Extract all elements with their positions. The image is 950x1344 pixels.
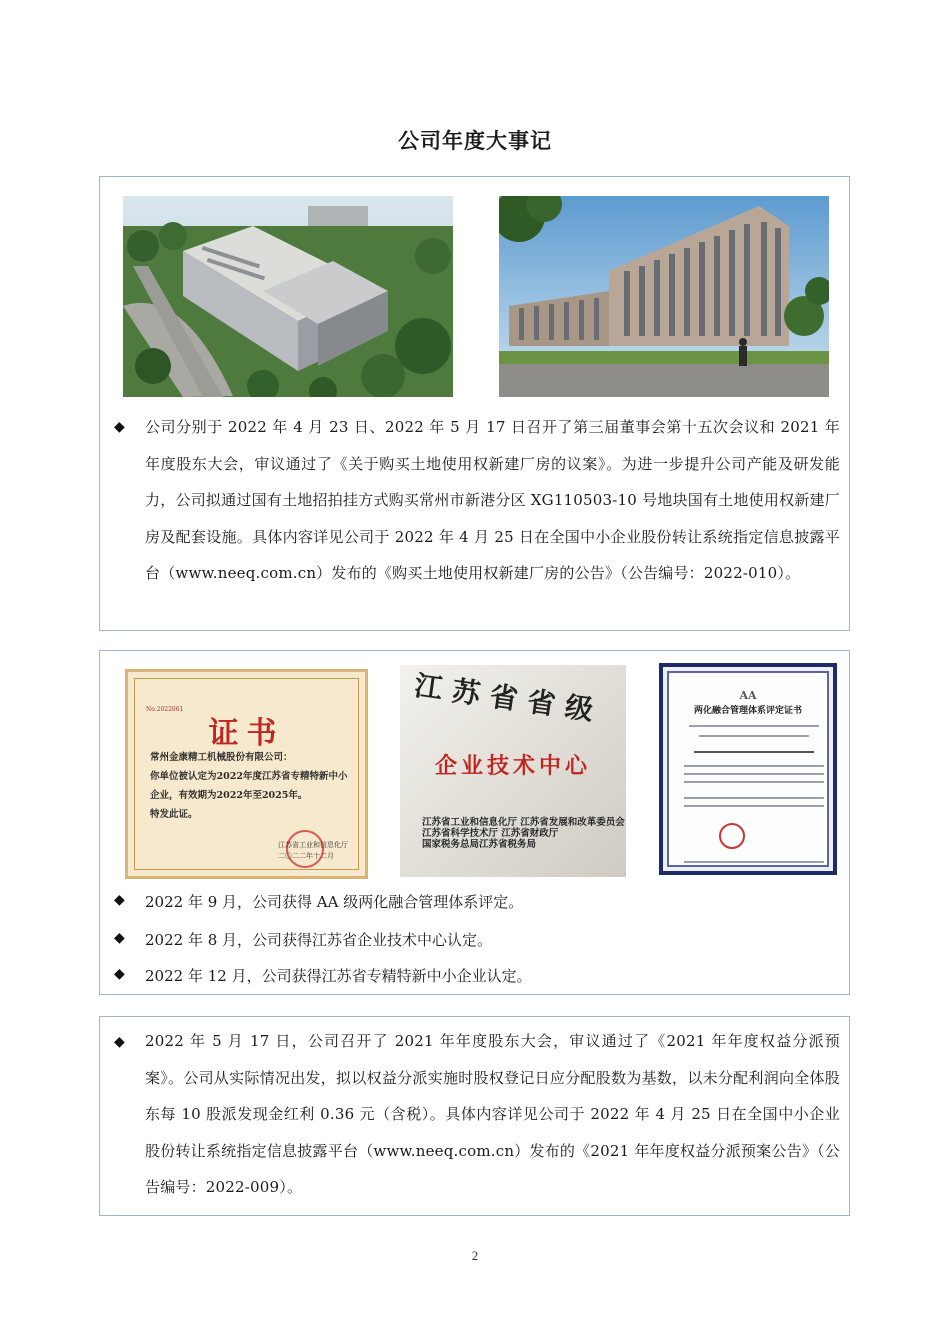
award-item: 2022 年 12 月，公司获得江苏省专精特新中小企业认定。	[145, 967, 532, 985]
certificate3-title: 两化融合管理体系评定证书	[693, 706, 802, 716]
seal-stamp	[719, 823, 745, 849]
bullet-icon: ◆	[114, 1034, 125, 1050]
award-item: 2022 年 9 月，公司获得 AA 级两化融合管理体系评定。	[145, 893, 524, 911]
event-box-factory	[99, 176, 850, 631]
certificate-number: No.2022061	[146, 706, 184, 713]
aa-badge: AA	[739, 689, 757, 702]
event-paragraph-dividend: 2022 年 5 月 17 日，公司召开了 2021 年年度股东大会，审议通过了《2021 年年度权益分派预案》。公司从实际情况出发，拟以权益分派实施时股权登记日应分配股数为基数，以未分配利润向全体股东每 10 股派发现金红利 0.36 元（含税）。具体内容详见公司于 2022 年 4 月 25 日在全国中小企业股份转让系统指定信息披露平台（www.neeq.com.cn）发布的《2021 年年度权益分派预案公告》（公告编号：2022-009）。	[145, 1032, 840, 1196]
bullet-icon: ◆	[114, 892, 125, 908]
page-number: 2	[471, 1248, 479, 1263]
plaque-issuers: 江苏省工业和信息化厅 江苏省发展和改革委员会 江苏省科学技术厅 江苏省财政厅 国家税务总局江苏省税务局	[422, 817, 625, 850]
page-title: 公司年度大事记	[398, 129, 552, 153]
plaque-title: 江苏省省级	[412, 668, 606, 729]
plaque-main-text: 企业技术中心	[434, 753, 591, 779]
certificate-specialized-sme	[125, 669, 368, 879]
factory-street-image	[499, 196, 829, 397]
certificate-date: 二〇二二年十二月	[278, 852, 334, 860]
bullet-icon: ◆	[114, 419, 125, 435]
bullet-icon: ◆	[114, 966, 125, 982]
award-item: 2022 年 8 月，公司获得江苏省企业技术中心认定。	[145, 931, 493, 949]
certificate-text: 常州金康精工机械股份有限公司： 你单位被认定为2022年度江苏省专精特新中小企业，有效期为2022年至2025年。 特发此证。	[150, 752, 348, 820]
event-paragraph-factory: 公司分别于 2022 年 4 月 23 日、2022 年 5 月 17 日召开了第三届董事会第十五次会议和 2021 年年度股东大会，审议通过了《关于购买土地使用权新建厂房的议案》。为进一步提升公司产能及研发能力，公司拟通过国有土地招拍挂方式购买常州市新港分区 XG110503-10 号地块国有土地使用权新建厂房及配套设施。具体内容详见公司于 2022 年 4 月 25 日在全国中小企业股份转让系统指定信息披露平台（www.neeq.com.cn）发布的《购买土地使用权新建厂房的公告》（公告编号：2022-010）。	[145, 418, 840, 582]
factory-aerial-image	[123, 196, 453, 397]
event-box-awards	[99, 650, 850, 995]
certificate-issuer: 江苏省工业和信息化厅	[278, 841, 348, 849]
event-box-dividend	[99, 1016, 850, 1216]
certificate-title: 证书	[208, 716, 285, 751]
plaque-enterprise-tech-center	[400, 665, 626, 877]
bullet-icon: ◆	[114, 930, 125, 946]
certificate-two-integration	[659, 663, 837, 875]
